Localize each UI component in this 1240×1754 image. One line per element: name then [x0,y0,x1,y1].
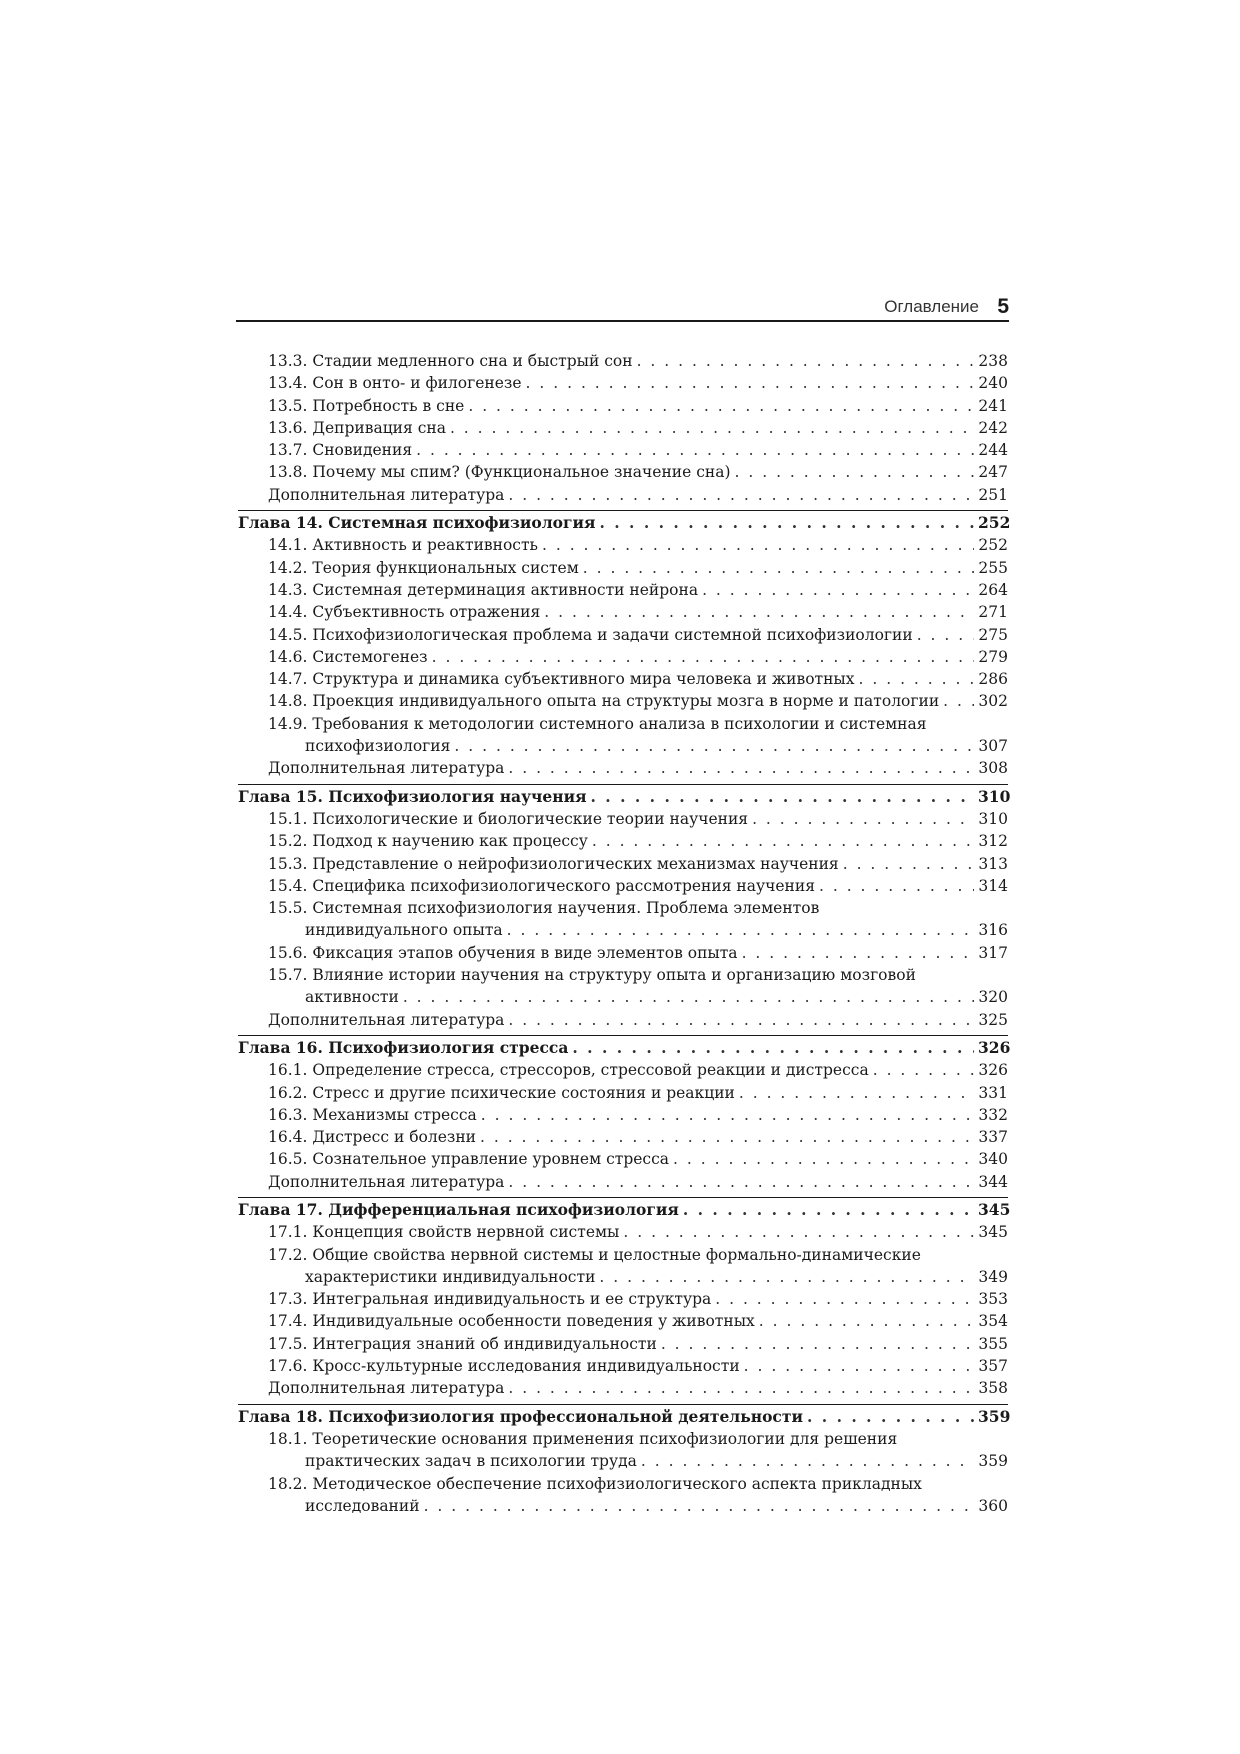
toc-entry-title: 15.1. Психологические и биологические теории научения [268,809,749,828]
dot-leader [507,919,974,941]
toc-entry [238,1059,1008,1081]
toc-entry-first-line: 18.1. Теоретические основания применения психофизиологии для решения [268,1429,898,1448]
toc-entry-title: индивидуального опыта [305,921,503,940]
toc-entry-first-line: 17.2. Общие свойства нервной системы и целостные формально-динамические [268,1245,921,1264]
dot-leader [572,1037,974,1059]
toc-entry-page: 325 [978,1010,1008,1029]
toc-entry-title: характеристики индивидуальности [305,1267,596,1286]
dot-leader [599,1266,974,1288]
toc-entry [238,484,1008,506]
dot-leader [759,1310,974,1332]
toc-entry-page: 313 [978,854,1008,873]
toc-entry [238,1221,1008,1243]
toc-entry-page: 345 [978,1223,1008,1242]
toc-entry [238,1377,1008,1399]
toc-entry [238,1104,1008,1126]
toc-entry-title: психофизиология [305,737,451,756]
toc-entry-page: 264 [978,580,1008,599]
toc-entry-title: 13.5. Потребность в сне [268,396,465,415]
toc-entry-page: 317 [978,943,1008,962]
toc-entry-title: 16.5. Сознательное управление уровнем стресса [268,1150,670,1169]
toc-entry-page: 326 [978,1037,1011,1057]
toc-entry-title: 14.6. Системогенез [268,647,428,666]
toc-entry-title: Глава 14. Системная психофизиология [238,513,596,533]
toc-entry-title: 16.2. Стресс и другие психические состояния и реакции [268,1083,735,1102]
toc-entry-title: 17.3. Интегральная индивидуальность и ее структура [268,1290,712,1309]
toc-entry [238,624,1008,646]
toc-entry-page: 238 [978,352,1008,370]
dot-leader [637,350,974,372]
toc-entry-page: 271 [978,603,1008,622]
toc-entry-title: 15.2. Подход к научению как процессу [268,832,588,851]
toc-entry [238,461,1008,483]
toc-entry-page: 320 [978,988,1008,1007]
toc-entry [238,830,1008,852]
dot-leader [683,1199,974,1221]
toc-entry-page: 312 [978,832,1008,851]
dot-leader [859,668,974,690]
toc-entry-title: 17.4. Индивидуальные особенности поведения у животных [268,1312,755,1331]
toc-entry-title: 13.7. Сновидения [268,441,413,460]
toc-entry-page: 251 [978,485,1008,504]
toc-entry-page: 252 [978,513,1011,533]
toc-entry-title: 15.6. Фиксация этапов обучения в виде элементов опыта [268,943,738,962]
toc-entry [238,735,1008,757]
toc-entry [238,1082,1008,1104]
dot-leader [454,735,974,757]
toc-entry-page: 344 [978,1172,1008,1191]
toc-entry-page: 332 [978,1105,1008,1124]
toc-entry-page: 302 [978,692,1008,711]
toc-entry-title: 15.4. Специфика психофизиологического рассмотрения научения [268,876,815,895]
dot-leader [542,534,974,556]
toc-entry-title: Дополнительная литература [268,1379,505,1398]
dot-leader [468,395,974,417]
toc-entry [238,601,1008,623]
toc-chapter [238,510,1011,534]
dot-leader [508,1009,974,1031]
toc-chapter [238,784,1011,808]
toc-entry-page: 353 [978,1290,1008,1309]
toc-entry-page: 314 [978,876,1008,895]
toc-entry-title: 17.6. Кросс-культурные исследования индивидуальности [268,1357,740,1376]
toc-entry-page: 247 [978,463,1008,482]
toc-entry-first-line: 15.7. Влияние истории научения на структуру опыта и организацию мозговой [268,966,916,985]
toc-entry-title: 16.1. Определение стресса, стрессоров, стрессовой реакции и дистресса [268,1061,869,1080]
toc-entry [238,1495,1008,1517]
toc-entry-title: Глава 16. Психофизиология стресса [238,1037,569,1057]
toc-entry [238,1355,1008,1377]
toc-entry-page: 255 [978,558,1008,577]
toc-entry-first-line: 14.9. Требования к методологии системного анализа в психологии и системная [268,714,927,733]
toc-entry [238,1333,1008,1355]
toc-entry-page: 279 [978,647,1008,666]
toc-entry [238,1266,1008,1288]
toc-entry-page: 359 [978,1406,1011,1426]
toc-entry [238,579,1008,601]
toc-entry-page: 354 [978,1312,1008,1331]
toc-entry-title: 13.6. Депривация сна [268,418,446,437]
dot-leader [599,512,974,534]
toc-entry-title: 13.3. Стадии медленного сна и быстрый сон [268,352,633,370]
toc-entry [238,1171,1008,1193]
toc-entry [238,942,1008,964]
toc-entry-title: 14.2. Теория функциональных систем [268,558,579,577]
dot-leader [673,1148,974,1170]
dot-leader [661,1333,974,1355]
toc-entry-title: 17.5. Интеграция знаний об индивидуальности [268,1334,657,1353]
dot-leader [424,1495,974,1517]
dot-leader [752,808,974,830]
toc-entry-page: 241 [978,396,1008,415]
toc-entry [238,875,1008,897]
toc-entry-title: Глава 15. Психофизиология научения [238,786,587,806]
running-header [236,286,1009,322]
toc-entry [238,986,1008,1008]
toc-entry [238,557,1008,579]
dot-leader [702,579,974,601]
dot-leader [742,942,974,964]
toc-entry-page: 337 [978,1128,1008,1147]
toc-entry-page: 310 [978,809,1008,828]
dot-leader [807,1406,974,1428]
dot-leader [591,786,974,808]
dot-leader [480,1126,974,1148]
toc-entry-page: 307 [978,737,1008,756]
toc-entry-page: 244 [978,441,1008,460]
toc-entry [238,690,1008,712]
toc-entry [238,439,1008,461]
toc-entry-title: 15.3. Представление о нейрофизиологических механизмах научения [268,854,839,873]
dot-leader [744,1355,974,1377]
toc-entry-page: 359 [978,1452,1008,1471]
page-number: 5 [997,295,1009,318]
toc-entry-page: 240 [978,374,1008,393]
toc-entry [238,1148,1008,1170]
toc-entry [238,534,1008,556]
toc-entry [238,395,1008,417]
dot-leader [508,757,974,779]
toc-entry-page: 242 [978,418,1008,437]
toc-chapter [238,1404,1011,1428]
toc-entry-title: Дополнительная литература [268,1172,505,1191]
toc-entry-page: 308 [978,759,1008,778]
toc-entry [238,853,1008,875]
toc-chapter [238,1035,1011,1059]
toc-entry-title: Глава 18. Психофизиология профессиональной деятельности [238,1406,803,1426]
toc-entry-title: 16.4. Дистресс и болезни [268,1128,476,1147]
dot-leader [403,986,974,1008]
toc-entry-title: 14.8. Проекция индивидуального опыта на структуры мозга в норме и патологии [268,692,940,711]
dot-leader [508,1377,974,1399]
toc-entry-page: 355 [978,1334,1008,1353]
dot-leader [592,830,974,852]
toc-entry [238,808,1008,830]
toc-entry-title: 17.1. Концепция свойств нервной системы [268,1223,620,1242]
dot-leader [715,1288,974,1310]
dot-leader [641,1450,974,1472]
dot-leader [819,875,974,897]
header-title: Оглавление [884,297,979,316]
dot-leader [735,461,974,483]
dot-leader [843,853,974,875]
dot-leader [583,557,974,579]
toc-entry-title: 13.4. Сон в онто- и филогенезе [268,374,522,393]
toc-entry [238,372,1008,394]
toc-entry [238,646,1008,668]
dot-leader [432,646,974,668]
toc-entry-page: 358 [978,1379,1008,1398]
dot-leader [544,601,974,623]
toc-entry [238,1310,1008,1332]
toc-entry-title: Дополнительная литература [268,1010,505,1029]
toc-entry [238,1126,1008,1148]
toc-entry-title: практических задач в психологии труда [305,1452,637,1471]
toc-entry-page: 310 [978,786,1011,806]
toc-entry-title: 16.3. Механизмы стресса [268,1105,477,1124]
toc-entry-page: 331 [978,1083,1008,1102]
dot-leader [508,1171,974,1193]
toc-entry [238,757,1008,779]
toc-entry-title: 14.5. Психофизиологическая проблема и задачи системной психофизиологии [268,625,913,644]
toc-entry-page: 357 [978,1357,1008,1376]
toc-entry-first-line: 18.2. Методическое обеспечение психофизиологического аспекта прикладных [268,1474,922,1493]
dot-leader [508,484,974,506]
dot-leader [450,417,974,439]
toc-entry-title: 14.3. Системная детерминация активности нейрона [268,580,699,599]
toc-entry [238,1009,1008,1031]
toc-entry-page: 340 [978,1150,1008,1169]
toc-entry [238,350,1008,372]
dot-leader [481,1104,974,1126]
toc-entry-title: Дополнительная литература [268,759,505,778]
dot-leader [917,624,974,646]
dot-leader [943,690,974,712]
toc-entry-first-line: 15.5. Системная психофизиология научения. Проблема элементов [268,899,820,918]
dot-leader [873,1059,974,1081]
toc-entry-page: 345 [978,1199,1011,1219]
toc-entry-page: 275 [978,625,1008,644]
toc-chapter [238,1197,1011,1221]
dot-leader [526,372,974,394]
dot-leader [416,439,974,461]
toc-entry-title: 13.8. Почему мы спим? (Функциональное значение сна) [268,463,731,482]
table-of-contents [238,350,1011,1517]
toc-entry [238,1288,1008,1310]
toc-entry-page: 349 [978,1267,1008,1286]
dot-leader [623,1221,974,1243]
toc-entry-title: Дополнительная литература [268,485,505,504]
toc-entry-page: 316 [978,921,1008,940]
toc-entry-title: исследований [305,1496,420,1515]
toc-entry-page: 286 [978,670,1008,689]
toc-entry-title: активности [305,988,399,1007]
toc-entry [238,417,1008,439]
toc-entry [238,919,1008,941]
toc-entry-page: 252 [978,536,1008,555]
toc-entry-title: 14.7. Структура и динамика субъективного мира человека и животных [268,670,855,689]
dot-leader [739,1082,974,1104]
toc-entry-page: 326 [978,1061,1008,1080]
toc-entry-page: 360 [978,1496,1008,1515]
toc-entry [238,1450,1008,1472]
toc-entry-title: 14.1. Активность и реактивность [268,536,538,555]
toc-entry [238,668,1008,690]
toc-entry-title: 14.4. Субъективность отражения [268,603,541,622]
toc-entry-title: Глава 17. Дифференциальная психофизиология [238,1199,679,1219]
